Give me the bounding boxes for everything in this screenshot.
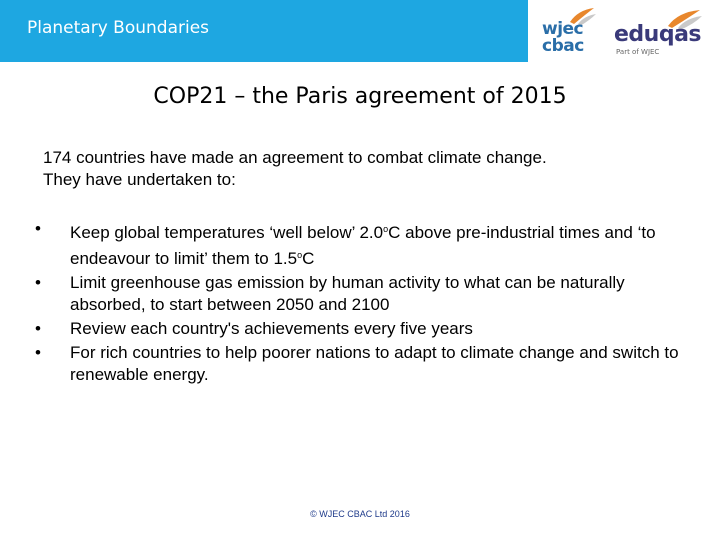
bullet-glyph: • [35,219,41,238]
eduqas-logo-word: eduqas [614,22,702,47]
bullet-text-part: Keep global temperatures ‘well below’ 2.0 [70,223,384,242]
bullet-glyph: • [35,343,41,362]
bullet-glyph: • [35,273,41,292]
bullet-text-part: C [302,249,315,268]
bullet-text: Limit greenhouse gas emission by human activity to what can be naturally absorbed, to start between 2050 and 2100 [70,273,625,314]
intro-line-2: They have undertaken to: [43,170,236,189]
bullet-item-temperatures [28,218,688,270]
wjec-logo-word: wjec [542,19,584,39]
header-bar [0,0,720,62]
bullet-text: Review each country's achievements every five years [70,319,473,338]
footer-copyright: © WJEC CBAC Ltd 2016 [310,509,410,519]
bullet-text-part: C above pre-industrial times and ‘to endeavour to limit’ them to 1.5 [70,223,656,268]
degree-superscript: o [383,224,389,234]
eduqas-tagline: Part of WJEC [616,48,660,56]
bullet-list [28,218,688,388]
bullet-item-review [28,318,688,340]
wjec-cbac-logo [538,6,602,58]
intro-text [43,147,683,191]
header-title: Planetary Boundaries [27,18,210,38]
bullet-text: For rich countries to help poorer nations to adapt to climate change and switch to renewable energy. [70,343,679,384]
eduqas-logo [612,6,712,58]
bullet-item-emissions [28,272,688,316]
degree-superscript: o [297,250,303,260]
header-band [0,0,528,62]
cbac-logo-word: cbac [542,36,584,56]
bullet-item-rich-countries [28,342,688,386]
slide-title: COP21 – the Paris agreement of 2015 [153,84,567,109]
intro-line-1: 174 countries have made an agreement to combat climate change. [43,148,547,167]
bullet-glyph: • [35,319,41,338]
